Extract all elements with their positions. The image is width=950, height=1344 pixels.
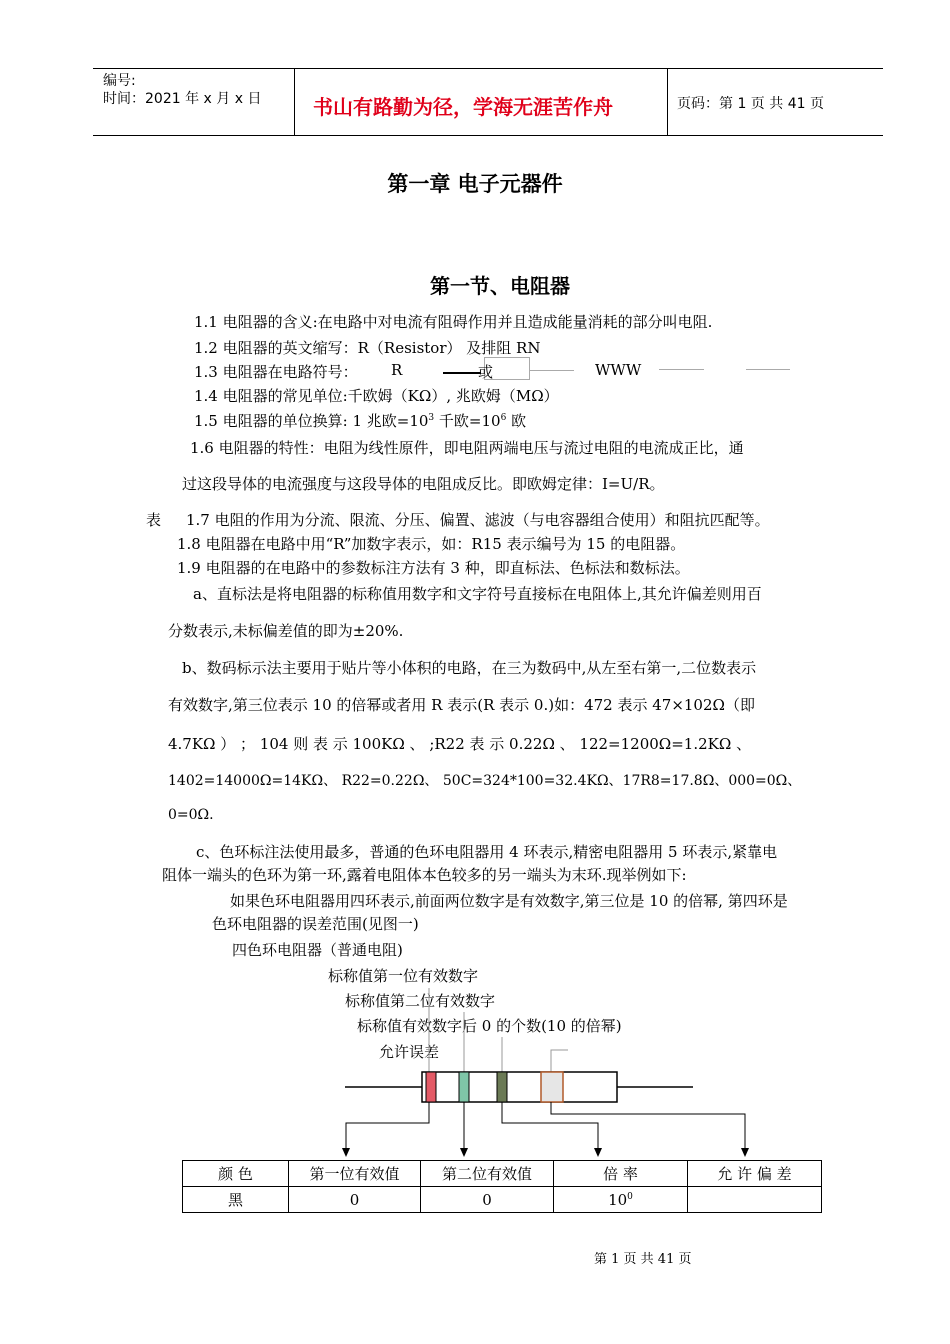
method-b-line1: b、数码标示法主要用于贴片等小体积的电路，在三为数码中,从左至右第一,二位数表示 bbox=[182, 659, 757, 677]
arrow-head-4 bbox=[741, 1148, 749, 1157]
header-first-digit: 第一位有效值 bbox=[289, 1161, 421, 1187]
item-1-3-label: 1.3 电阻器在电路符号： bbox=[194, 363, 358, 381]
resistor-body bbox=[422, 1072, 617, 1102]
item-1-7-prefix: 表 bbox=[146, 511, 162, 529]
method-c-line3: 如果色环电阻器用四环表示,前面两位数字是有效数字,第三位是 10 的倍幂, 第四环是 bbox=[230, 892, 788, 910]
method-b-line3: 4.7KΩ ） ； 104 则 表 示 100KΩ 、 ;R22 表 示 0.22Ω 、 122=1200Ω=1.2KΩ 、 bbox=[168, 735, 752, 753]
method-a-line1: a、直标法是将电阻器的标称值用数字和文字符号直接标在电阻体上,其允许偏差则用百 bbox=[193, 585, 762, 603]
item-1-2: 1.2 电阻器的英文缩写：R（Resistor） 及排阻 RN bbox=[194, 339, 541, 357]
item-1-5: 1.5 电阻器的单位换算: 1 兆欧$=10^3$ 千欧$=10^6$ 欧 bbox=[194, 412, 527, 430]
leader-line-4 bbox=[551, 1050, 568, 1072]
arrow-line-1 bbox=[346, 1102, 429, 1150]
method-c-line4: 色环电阻器的误差范围(见图一) bbox=[212, 915, 419, 933]
page-footer: 第 1 页 共 41 页 bbox=[594, 1252, 692, 1267]
item-1-6-line2: 过这段导体的电流强度与这段导体的电阻成反比。即欧姆定律：I=U/R。 bbox=[182, 475, 665, 493]
header-page-info: 页码：第 1 页 共 41 页 bbox=[677, 96, 824, 112]
item-1-3-www: WWW bbox=[595, 361, 642, 379]
band-label-multiplier: 标称值有效数字后 0 的个数(10 的倍幂) bbox=[357, 1017, 622, 1035]
method-c-line2: 阻体一端头的色环为第一环,露着电阻体本色较多的另一端头为末环.现举例如下: bbox=[162, 866, 687, 884]
cell-multiplier: $10^0$ bbox=[554, 1187, 688, 1213]
arrow-head-1 bbox=[342, 1148, 350, 1157]
method-c-line5: 四色环电阻器（普通电阻) bbox=[232, 941, 403, 959]
method-b-line5: 0=0Ω. bbox=[168, 807, 214, 823]
item-1-8: 1.8 电阻器在电路中用“R”加数字表示，如：R15 表示编号为 15 的电阻器。 bbox=[177, 535, 686, 553]
arrow-line-3 bbox=[502, 1102, 598, 1150]
item-1-3-or: 或 bbox=[478, 363, 494, 381]
cell-first: 0 bbox=[289, 1187, 421, 1213]
item-1-6-line1: 1.6 电阻器的特性：电阻为线性原件，即电阻两端电压与流过电阻的电流成正比，通 bbox=[190, 439, 744, 457]
header-multiplier: 倍 率 bbox=[554, 1161, 688, 1187]
color-code-table bbox=[182, 1160, 822, 1213]
arrow-head-2 bbox=[460, 1148, 468, 1157]
table-row bbox=[183, 1187, 822, 1213]
arrow-line-4 bbox=[551, 1102, 745, 1150]
band-label-first-digit: 标称值第一位有效数字 bbox=[328, 967, 479, 985]
chapter-title: 第一章 电子元器件 bbox=[387, 172, 563, 196]
header-time: 时间：2021 年 x 月 x 日 bbox=[103, 91, 262, 107]
arrow-head-3 bbox=[594, 1148, 602, 1157]
color-band-3 bbox=[497, 1072, 507, 1102]
header-tolerance: 允 许 偏 差 bbox=[688, 1161, 822, 1187]
color-band-4 bbox=[541, 1072, 563, 1102]
header-color: 颜 色 bbox=[183, 1161, 289, 1187]
header-second-digit: 第二位有效值 bbox=[421, 1161, 554, 1187]
method-b-line2: 有效数字,第三位表示 10 的倍幂或者用 R 表示(R 表示 0.)如：472 表示 47×102Ω（即 bbox=[168, 696, 755, 714]
item-1-7: 1.7 电阻的作用为分流、限流、分压、偏置、滤波（与电容器组合使用）和阻抗匹配等。 bbox=[186, 511, 770, 529]
item-1-1: 1.1 电阻器的含义:在电路中对电流有阻碍作用并且造成能量消耗的部分叫电阻. bbox=[194, 313, 713, 331]
method-b-line4: 1402=14000Ω=14KΩ、 R22=0.22Ω、 50C=324*100=32.4KΩ、17R8=17.8Ω、000=0Ω、 bbox=[168, 773, 802, 789]
band-label-tolerance: 允许误差 bbox=[379, 1043, 440, 1061]
cell-color: 黑 bbox=[183, 1187, 289, 1213]
item-1-4: 1.4 电阻器的常见单位:千欧姆（KΩ）, 兆欧姆（MΩ） bbox=[194, 387, 559, 405]
color-band-1 bbox=[426, 1072, 436, 1102]
cell-second: 0 bbox=[421, 1187, 554, 1213]
cell-tolerance bbox=[688, 1187, 822, 1213]
method-a-line2: 分数表示,未标偏差值的即为±20%. bbox=[168, 622, 404, 640]
header-code-label: 编号: bbox=[103, 73, 136, 89]
band-label-second-digit: 标称值第二位有效数字 bbox=[345, 992, 496, 1010]
item-1-3-r: R bbox=[391, 361, 403, 379]
color-band-2 bbox=[459, 1072, 469, 1102]
method-c-line1: c、色环标注法使用最多，普通的色环电阻器用 4 环表示,精密电阻器用 5 环表示,紧靠电 bbox=[196, 843, 778, 861]
table-header-row bbox=[183, 1161, 822, 1187]
header-motto: 书山有路勤为径，学海无涯苦作舟 bbox=[313, 95, 613, 119]
item-1-9: 1.9 电阻器的在电路中的参数标注方法有 3 种，即直标法、色标法和数标法。 bbox=[177, 559, 690, 577]
section-title: 第一节、电阻器 bbox=[430, 274, 570, 298]
